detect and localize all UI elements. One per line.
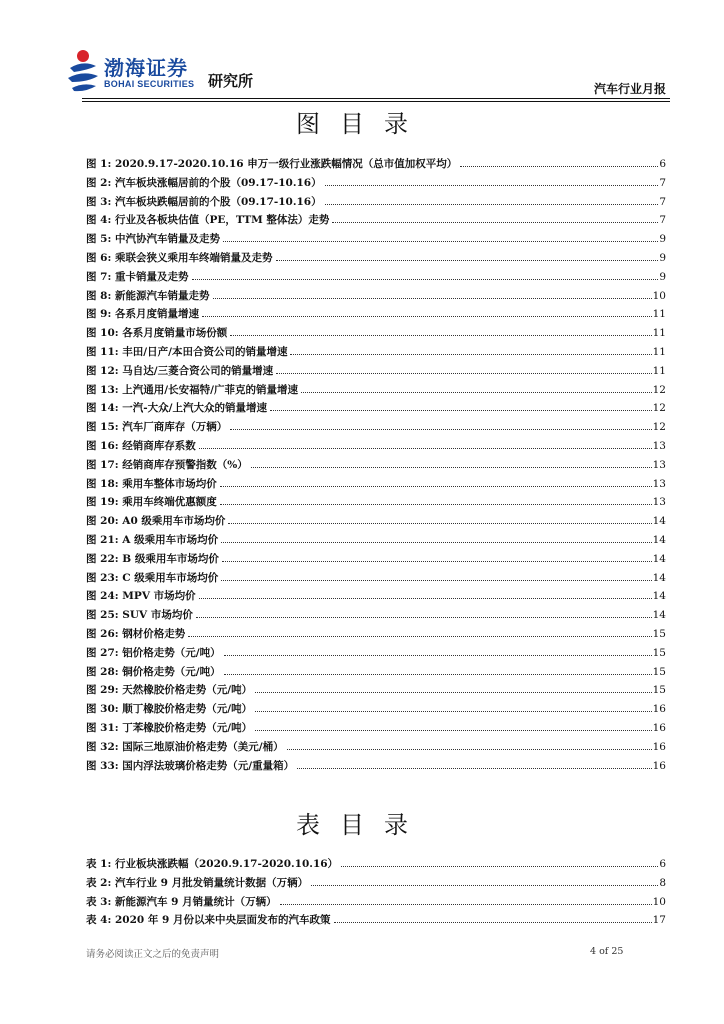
dot-leader <box>280 904 652 905</box>
figure-list-title: 图目录 <box>296 110 428 138</box>
dot-leader <box>255 730 651 731</box>
entry-label: 图 32: 国际三地原油价格走势（美元/桶） <box>86 740 284 753</box>
entry-page-number: 9 <box>659 251 666 264</box>
entry-page-number: 15 <box>652 665 666 678</box>
dot-leader <box>311 885 658 886</box>
entry-page-number: 15 <box>652 684 666 697</box>
figure-list-entry[interactable] <box>86 570 666 589</box>
entry-page-number: 16 <box>652 721 666 734</box>
figure-list-entry[interactable] <box>86 194 666 213</box>
header-divider-thin <box>82 101 670 102</box>
entry-page-number: 17 <box>652 914 666 927</box>
entry-page-number: 14 <box>652 515 666 528</box>
figure-list-entry[interactable] <box>86 588 666 607</box>
entry-label: 图 22: B 级乘用车市场均价 <box>86 552 219 565</box>
entry-page-number: 13 <box>652 458 666 471</box>
table-list-entry[interactable] <box>86 894 666 913</box>
table-list-entry[interactable] <box>86 856 666 875</box>
figure-list-entry[interactable] <box>86 306 666 325</box>
entry-page-number: 16 <box>652 759 666 772</box>
entry-page-number: 7 <box>659 214 666 227</box>
entry-label: 图 10: 各系月度销量市场份额 <box>86 327 228 340</box>
entry-label: 图 6: 乘联会狭义乘用车终端销量及走势 <box>86 251 273 264</box>
figure-list-entry[interactable] <box>86 551 666 570</box>
figure-list-entry[interactable] <box>86 325 666 344</box>
entry-label: 图 25: SUV 市场均价 <box>86 609 193 622</box>
entry-page-number: 16 <box>652 703 666 716</box>
dot-leader <box>196 617 652 618</box>
figure-list-entry[interactable] <box>86 344 666 363</box>
entry-label: 图 11: 丰田/日产/本田合资公司的销量增速 <box>86 345 288 358</box>
figure-list-entry[interactable] <box>86 175 666 194</box>
table-list-title: 表目录 <box>296 811 428 839</box>
entry-page-number: 8 <box>659 876 666 889</box>
dot-leader <box>224 674 652 675</box>
dot-leader <box>230 335 651 336</box>
figure-list-entry[interactable] <box>86 494 666 513</box>
footer-page-number: 4 of 25 <box>590 946 624 957</box>
dot-leader <box>297 768 651 769</box>
entry-label: 图 31: 丁苯橡胶价格走势（元/吨） <box>86 721 253 734</box>
dot-leader <box>255 711 651 712</box>
dot-leader <box>276 260 659 261</box>
dot-leader <box>188 636 651 637</box>
figure-list-entry[interactable] <box>86 457 666 476</box>
entry-page-number: 9 <box>659 270 666 283</box>
figure-list-entry[interactable] <box>86 701 666 720</box>
entry-label: 图 19: 乘用车终端优惠额度 <box>86 496 217 509</box>
figure-list-entry[interactable] <box>86 513 666 532</box>
figure-list-entry[interactable] <box>86 626 666 645</box>
dot-leader <box>325 185 659 186</box>
entry-page-number: 13 <box>652 477 666 490</box>
entry-label: 图 27: 铝价格走势（元/吨） <box>86 646 221 659</box>
entry-label: 表 1: 行业板块涨跌幅（2020.9.17-2020.10.16） <box>86 858 339 870</box>
entry-label: 图 4: 行业及各板块估值（PE，TTM 整体法）走势 <box>86 214 330 227</box>
figure-list-entry[interactable] <box>86 758 666 777</box>
entry-label: 图 23: C 级乘用车市场均价 <box>86 571 219 584</box>
table-list-entry[interactable] <box>86 912 666 931</box>
figure-list-entry[interactable] <box>86 156 666 175</box>
entry-label: 图 28: 铜价格走势（元/吨） <box>86 665 221 678</box>
dot-leader <box>255 692 651 693</box>
entry-label: 图 21: A 级乘用车市场均价 <box>86 533 219 546</box>
entry-page-number: 12 <box>652 383 666 396</box>
entry-label: 图 29: 天然橡胶价格走势（元/吨） <box>86 684 253 697</box>
figure-list-entry[interactable] <box>86 419 666 438</box>
entry-page-number: 11 <box>652 345 666 358</box>
figure-list-entry[interactable] <box>86 438 666 457</box>
entry-page-number: 7 <box>659 195 666 208</box>
entry-label: 表 4: 2020 年 9 月份以来中央层面发布的汽车政策 <box>86 914 331 927</box>
dot-leader <box>220 486 652 487</box>
logo-chinese-name: 渤海证券 <box>104 56 188 80</box>
figure-list-entry[interactable] <box>86 363 666 382</box>
dot-leader <box>276 373 651 374</box>
dot-leader <box>287 749 652 750</box>
dot-leader <box>325 204 659 205</box>
entry-page-number: 13 <box>652 496 666 509</box>
header-divider <box>82 98 670 99</box>
dot-leader <box>199 598 652 599</box>
entry-page-number: 14 <box>652 609 666 622</box>
dot-leader <box>199 448 652 449</box>
entry-page-number: 16 <box>652 740 666 753</box>
entry-page-number: 7 <box>659 176 666 189</box>
dot-leader <box>220 504 652 505</box>
bohai-securities-logo <box>66 48 266 92</box>
table-list <box>86 856 666 931</box>
entry-label: 图 14: 一汽-大众/上汽大众的销量增速 <box>86 402 267 415</box>
entry-page-number: 14 <box>652 533 666 546</box>
entry-label: 表 2: 汽车行业 9 月批发销量统计数据（万辆） <box>86 876 309 889</box>
entry-page-number: 11 <box>652 364 666 377</box>
figure-list-entry[interactable] <box>86 720 666 739</box>
dot-leader <box>230 429 651 430</box>
figure-list <box>86 156 666 776</box>
figure-list-entry[interactable] <box>86 382 666 401</box>
entry-label: 图 2: 汽车板块涨幅居前的个股（09.17-10.16） <box>86 176 322 189</box>
dot-leader <box>301 392 652 393</box>
entry-label: 图 17: 经销商库存预警指数（%） <box>86 458 248 471</box>
entry-page-number: 11 <box>652 308 666 321</box>
dot-leader <box>290 354 651 355</box>
entry-label: 图 30: 顺丁橡胶价格走势（元/吨） <box>86 703 253 716</box>
entry-page-number: 6 <box>659 858 666 870</box>
dot-leader <box>341 866 658 867</box>
entry-label: 图 12: 马自达/三菱合资公司的销量增速 <box>86 364 274 377</box>
entry-label: 图 5: 中汽协汽车销量及走势 <box>86 233 220 246</box>
dot-leader <box>213 298 652 299</box>
entry-label: 图 33: 国内浮法玻璃价格走势（元/重量箱） <box>86 759 295 772</box>
entry-page-number: 6 <box>659 158 666 170</box>
page-header <box>66 40 670 98</box>
entry-page-number: 11 <box>652 327 666 340</box>
figure-list-entry[interactable] <box>86 400 666 419</box>
entry-label: 图 3: 汽车板块跌幅居前的个股（09.17-10.16） <box>86 195 322 208</box>
figure-list-entry[interactable] <box>86 269 666 288</box>
entry-label: 图 26: 钢材价格走势 <box>86 627 186 640</box>
entry-page-number: 15 <box>652 646 666 659</box>
dot-leader <box>460 166 658 167</box>
report-type-label: 汽车行业月报 <box>593 82 666 96</box>
entry-page-number: 12 <box>652 402 666 415</box>
entry-label: 图 24: MPV 市场均价 <box>86 590 196 603</box>
entry-page-number: 15 <box>652 627 666 640</box>
dot-leader <box>221 580 651 581</box>
entry-label: 图 16: 经销商库存系数 <box>86 439 196 452</box>
entry-label: 图 1: 2020.9.17-2020.10.16 申万一级行业涨跌幅情况（总市值加权平均） <box>86 158 458 170</box>
dot-leader <box>223 241 658 242</box>
logo-mark-icon <box>66 48 100 92</box>
entry-label: 图 13: 上汽通用/长安福特/广菲克的销量增速 <box>86 383 298 396</box>
entry-label: 图 9: 各系月度销量增速 <box>86 308 199 321</box>
entry-label: 图 8: 新能源汽车销量走势 <box>86 289 210 302</box>
entry-label: 图 18: 乘用车整体市场均价 <box>86 477 217 490</box>
logo-institute: 研究所 <box>208 72 254 90</box>
figure-list-entry[interactable] <box>86 212 666 231</box>
dot-leader <box>221 542 652 543</box>
entry-page-number: 14 <box>652 571 666 584</box>
figure-list-entry[interactable] <box>86 231 666 250</box>
dot-leader <box>334 922 652 923</box>
figure-list-entry[interactable] <box>86 664 666 683</box>
entry-label: 图 20: A0 级乘用车市场均价 <box>86 515 226 528</box>
entry-label: 图 15: 汽车厂商库存（万辆） <box>86 421 228 434</box>
figure-list-entry[interactable] <box>86 739 666 758</box>
logo-english-name: BOHAI SECURITIES <box>104 79 195 89</box>
dot-leader <box>202 316 652 317</box>
dot-leader <box>224 655 652 656</box>
figure-list-entry[interactable] <box>86 476 666 495</box>
figure-list-entry[interactable] <box>86 288 666 307</box>
entry-page-number: 10 <box>652 289 666 302</box>
dot-leader <box>192 279 659 280</box>
entry-label: 图 7: 重卡销量及走势 <box>86 270 189 283</box>
entry-page-number: 12 <box>652 421 666 434</box>
figure-list-entry[interactable] <box>86 607 666 626</box>
figure-list-entry[interactable] <box>86 250 666 269</box>
figure-list-entry[interactable] <box>86 645 666 664</box>
dot-leader <box>251 467 652 468</box>
entry-page-number: 14 <box>652 590 666 603</box>
dot-leader <box>228 523 651 524</box>
figure-list-entry[interactable] <box>86 682 666 701</box>
entry-page-number: 10 <box>652 895 666 908</box>
footer-disclaimer: 请务必阅读正文之后的免责声明 <box>86 949 220 960</box>
entry-label: 表 3: 新能源汽车 9 月销量统计（万辆） <box>86 895 277 908</box>
dot-leader <box>332 222 658 223</box>
entry-page-number: 13 <box>652 439 666 452</box>
table-list-entry[interactable] <box>86 875 666 894</box>
figure-list-entry[interactable] <box>86 532 666 551</box>
dot-leader <box>270 410 652 411</box>
dot-leader <box>222 561 652 562</box>
entry-page-number: 14 <box>652 552 666 565</box>
entry-page-number: 9 <box>659 233 666 246</box>
